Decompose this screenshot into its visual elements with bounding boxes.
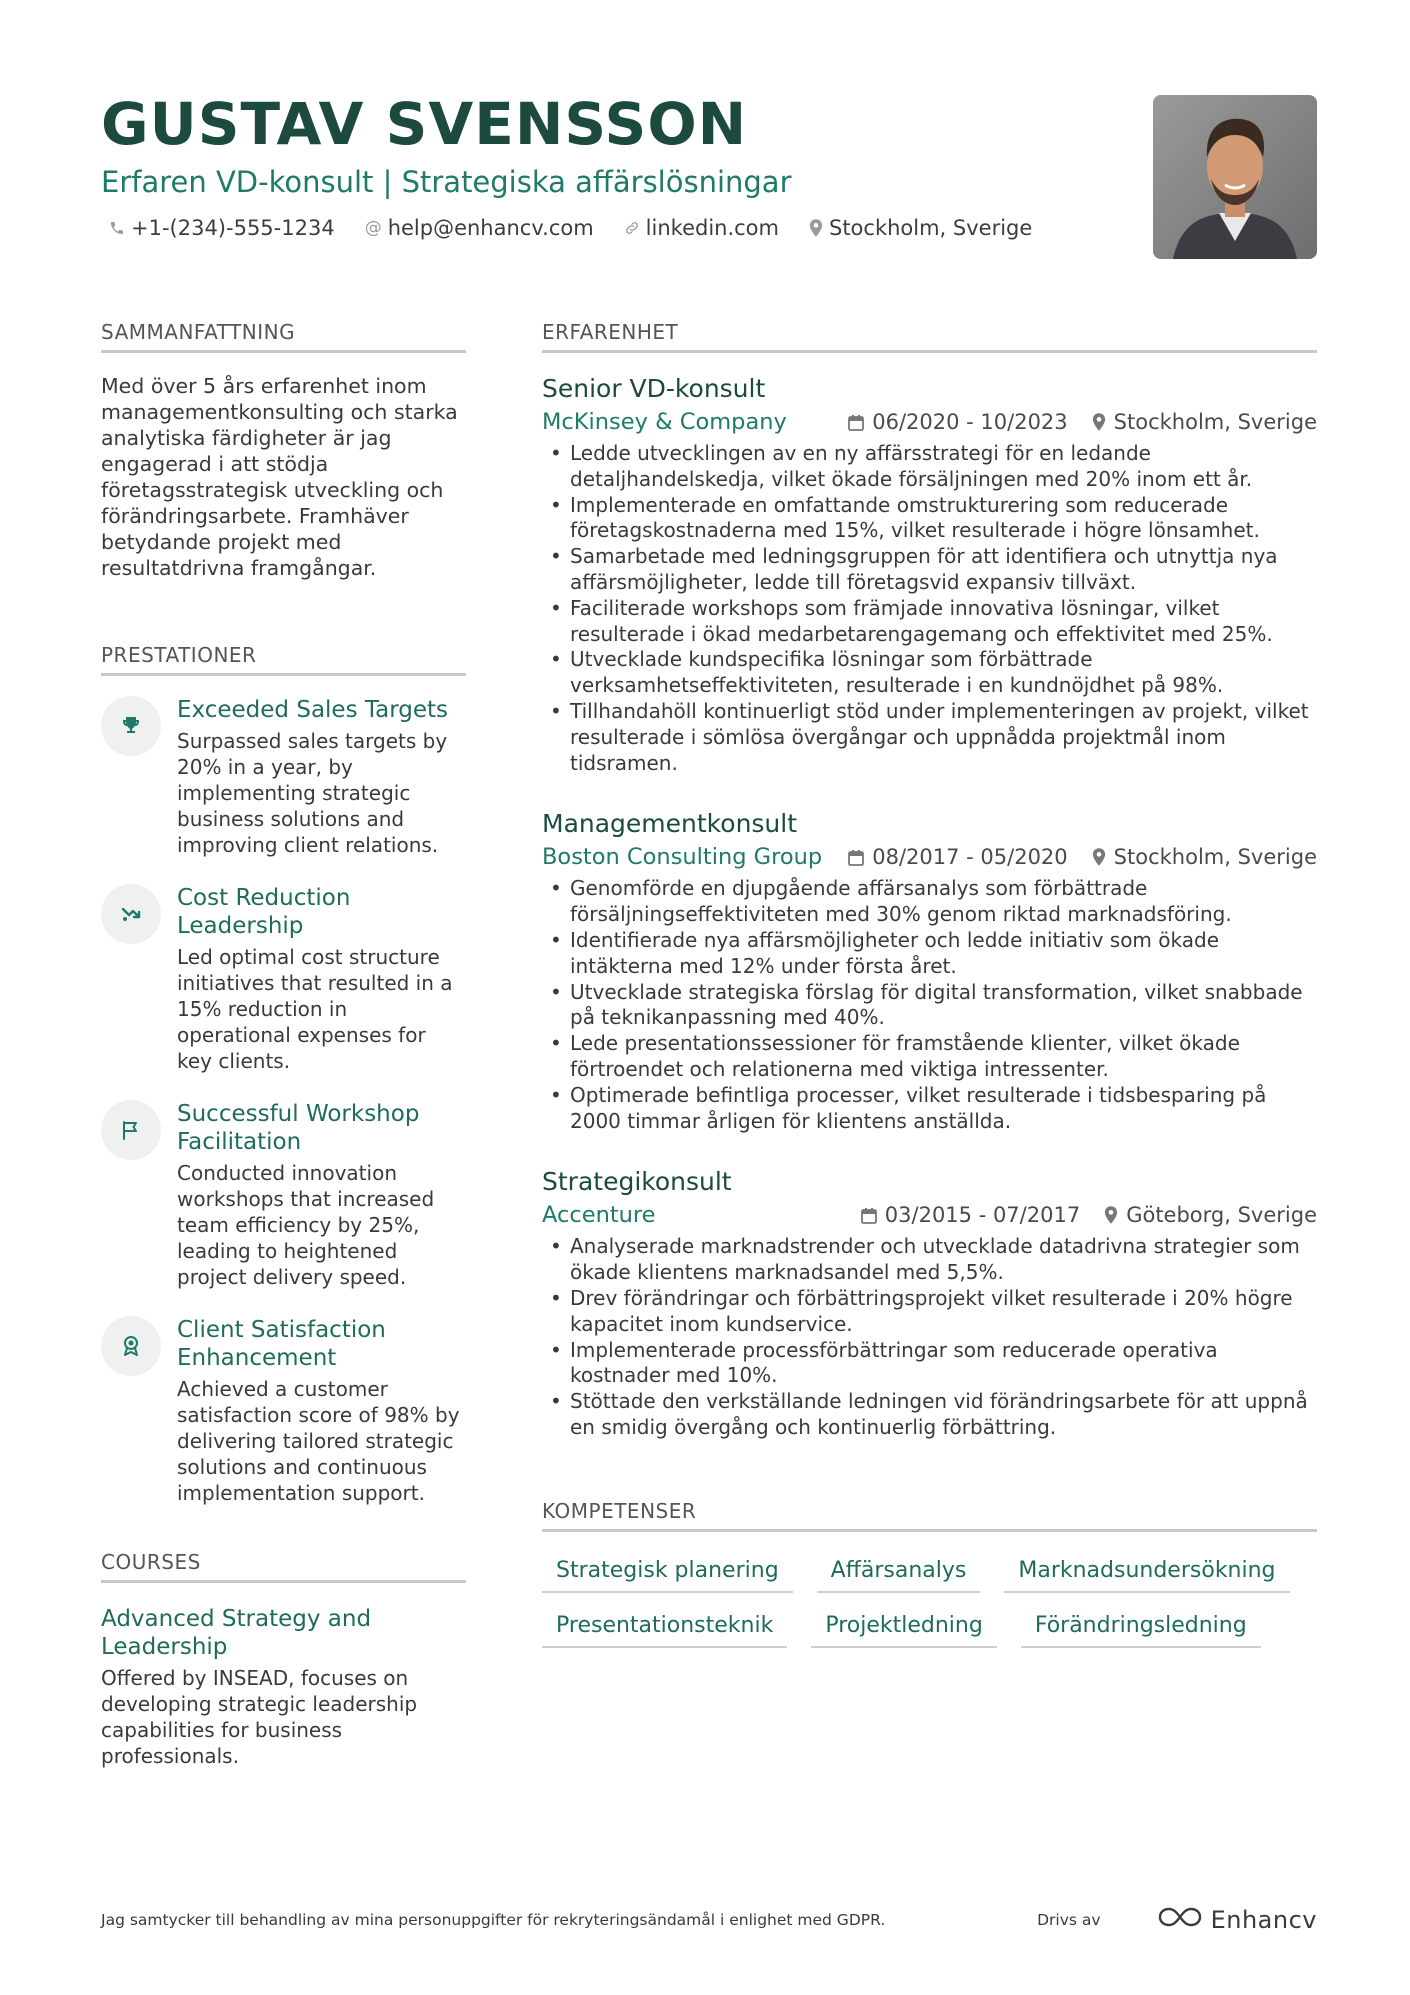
contact-linkedin[interactable]: [624, 216, 779, 240]
list-item: • Implementerade en omfattande omstrukturering som reducerade företagskostnaderna med 15%, vilket resulterade i högre lönsamhet.: [542, 493, 1317, 545]
achievement-title: Successful Workshop Facilitation: [177, 1101, 420, 1155]
list-item: • Lede presentationssessioner för framstående klienter, vilket ökade förtroendet och relationerna med viktiga intressenter.: [542, 1031, 1317, 1083]
list-item: • Optimerade befintliga processer, vilket resulterade i tidsbesparing på 2000 timmar årligen för klientens anställda.: [542, 1083, 1317, 1135]
job-title: Strategikonsult: [542, 1167, 732, 1197]
skills-list: [542, 1552, 1317, 1648]
left-column: [101, 320, 466, 1769]
enhancv-logo[interactable]: [1157, 1905, 1317, 1935]
flag-icon: [101, 1100, 161, 1160]
skill-tag: Presentationsteknik: [542, 1607, 787, 1648]
courses-section-title: COURSES: [101, 1550, 466, 1583]
list-item: • Stöttade den verkställande ledningen vid förändringsarbete för att uppnå en smidig övergång och kontinuerlig förbättring.: [542, 1389, 1317, 1441]
achievement-item: [101, 696, 466, 858]
job-location: Göteborg, Sverige: [1126, 1203, 1317, 1228]
contact-phone: [109, 216, 335, 240]
calendar-icon: [848, 414, 864, 431]
calendar-icon: [848, 849, 864, 866]
job-entry: [542, 1166, 1317, 1440]
location-icon: [1092, 848, 1106, 866]
summary-text: Med över 5 års erfarenhet inom managementkonsulting och starka analytiska färdigheter är jag engagerad i att stödja företagsstrategisk utveckling och förändringsarbete. Framhäver betydande projekt med resultatdrivna framgångar.: [101, 374, 458, 580]
achievement-description: Achieved a customer satisfaction score of 98% by delivering tailored strategic solutions and continuous implementation support.: [177, 1377, 460, 1505]
list-item: • Drev förändringar och förbättringsprojekt vilket resulterade i 20% högre kapacitet inom kundservice.: [542, 1286, 1317, 1338]
course-description: Offered by INSEAD, focuses on developing strategic leadership capabilities for business professionals.: [101, 1666, 418, 1768]
candidate-name: GUSTAV SVENSSON: [101, 90, 748, 158]
company-name: McKinsey & Company: [542, 409, 787, 435]
job-bullets: [542, 441, 1317, 776]
job-bullets: [542, 1234, 1317, 1440]
achievement-description: Surpassed sales targets by 20% in a year, by implementing strategic business solutions and improving client relations.: [177, 729, 448, 857]
resume-header: [101, 88, 1151, 240]
profile-photo: [1153, 95, 1317, 259]
achievement-description: Led optimal cost structure initiatives that resulted in a 15% reduction in operational expenses for key clients.: [177, 945, 453, 1073]
at-icon: @: [364, 218, 382, 238]
job-location: Stockholm, Sverige: [1113, 410, 1317, 434]
course-title: Advanced Strategy and Leadership: [101, 1606, 372, 1660]
powered-by-label: Drivs av: [1037, 1911, 1101, 1929]
list-item: • Tillhandahöll kontinuerligt stöd under implementeringen av projekt, vilket resulterade i sömlösa övergångar och uppnådda projektmål inom tidsramen.: [542, 699, 1317, 776]
linkedin-text: linkedin.com: [645, 216, 779, 240]
skill-tag: Förändringsledning: [1021, 1607, 1261, 1648]
list-item: • Analyserade marknadstrender och utvecklade datadrivna strategier som ökade klientens marknadsandel med 5,5%.: [542, 1234, 1317, 1286]
achievement-item: [101, 884, 466, 1074]
skill-tag: Marknadsundersökning: [1004, 1552, 1289, 1593]
job-dates: 06/2020 - 10/2023: [872, 410, 1068, 434]
skill-tag: Affärsanalys: [817, 1552, 981, 1593]
skill-tag: Projektledning: [811, 1607, 997, 1648]
trophy-icon: [101, 696, 161, 756]
location-icon: [1104, 1206, 1118, 1224]
email-text: help@enhancv.com: [387, 216, 594, 240]
contact-email[interactable]: [365, 216, 594, 240]
candidate-headline: Erfaren VD-konsult | Strategiska affärslösningar: [101, 165, 792, 199]
job-title: Senior VD-konsult: [542, 374, 766, 403]
location-text: Stockholm, Sverige: [828, 216, 1033, 240]
list-item: • Utvecklade strategiska förslag för digital transformation, vilket snabbade på teknikanpassning med 40%.: [542, 980, 1317, 1032]
list-item: • Identifierade nya affärsmöjligheter och ledde initiativ som ökade intäkterna med 12% under första året.: [542, 928, 1317, 980]
brand-name: Enhancv: [1210, 1906, 1317, 1934]
location-icon: [1092, 413, 1106, 431]
list-item: • Samarbetade med ledningsgruppen för att identifiera och utnyttja nya affärsmöjligheter, ledde till företagsvid expansiv tillväxt.: [542, 544, 1317, 596]
job-bullets: [542, 876, 1317, 1134]
achievement-title: Exceeded Sales Targets: [177, 697, 449, 723]
achievement-item: [101, 1316, 466, 1506]
job-dates: 03/2015 - 07/2017: [884, 1203, 1081, 1228]
job-entry: [542, 808, 1317, 1134]
skill-tag: Strategisk planering: [542, 1552, 793, 1593]
achievements-section-title: PRESTATIONER: [101, 643, 466, 676]
gdpr-consent-text: Jag samtycker till behandling av mina personuppgifter för rekryteringsändamål i enlighet med GDPR.: [101, 1911, 886, 1929]
location-icon: [809, 219, 823, 237]
job-dates: 08/2017 - 05/2020: [872, 845, 1068, 870]
cost-reduction-icon: [101, 884, 161, 944]
award-icon: [101, 1316, 161, 1376]
achievement-item: [101, 1100, 466, 1290]
list-item: • Ledde utvecklingen av en ny affärsstrategi för en ledande detaljhandelskedja, vilket ökade försäljningen med 20% inom ett år.: [542, 441, 1317, 493]
list-item: • Implementerade processförbättringar som reducerade operativa kostnader med 10%.: [542, 1338, 1317, 1390]
achievement-description: Conducted innovation workshops that increased team efficiency by 25%, leading to heightened project delivery speed.: [177, 1161, 435, 1289]
achievement-title: Client Satisfaction Enhancement: [177, 1317, 386, 1371]
phone-icon: [109, 220, 125, 236]
summary-section-title: SAMMANFATTNING: [101, 320, 466, 353]
achievements-list: [101, 696, 466, 1506]
skills-section-title: KOMPETENSER: [542, 1499, 1317, 1532]
right-column: [542, 320, 1317, 1648]
job-title: Managementkonsult: [542, 809, 798, 839]
page-footer: [101, 1905, 1317, 1935]
contact-location: [809, 216, 1032, 240]
job-entry: [542, 373, 1317, 776]
company-name: Boston Consulting Group: [542, 844, 823, 871]
experience-section-title: ERFARENHET: [542, 320, 1317, 353]
company-name: Accenture: [542, 1202, 656, 1229]
list-item: • Faciliterade workshops som främjade innovativa lösningar, vilket resulterade i ökad medarbetarengagemang och effektivitet med 25%.: [542, 596, 1317, 648]
link-icon: [624, 220, 640, 236]
list-item: • Utvecklade kundspecifika lösningar som förbättrade verksamhetseffektiviteten, resulterade i en kundnöjdhet på 98%.: [542, 647, 1317, 699]
achievement-title: Cost Reduction Leadership: [177, 885, 351, 939]
job-location: Stockholm, Sverige: [1113, 845, 1317, 870]
calendar-icon: [861, 1207, 877, 1224]
list-item: • Genomförde en djupgående affärsanalys som förbättrade försäljningseffektiviteten med 30% genom riktad marknadsföring.: [542, 876, 1317, 928]
infinity-logo-icon: [1157, 1905, 1203, 1935]
contact-row: [101, 216, 1151, 240]
phone-text: +1-(234)-555-1234: [131, 216, 335, 240]
